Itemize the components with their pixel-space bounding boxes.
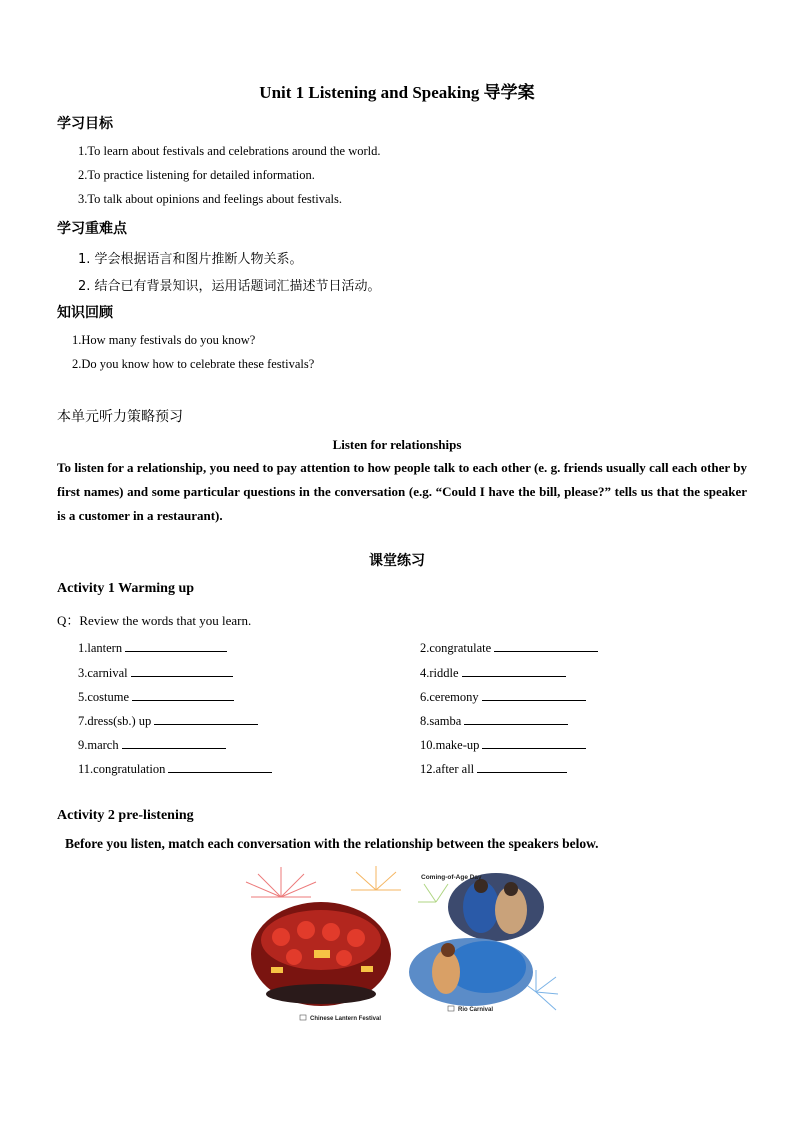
answer-blank[interactable] — [154, 712, 258, 725]
answer-blank[interactable] — [125, 639, 227, 652]
coming-of-age-label: Coming-of-Age Day — [421, 874, 482, 881]
word-item: 2.congratulate — [420, 639, 598, 656]
strategy-subtitle: Listen for relationships — [332, 437, 462, 452]
answer-blank[interactable] — [168, 760, 272, 773]
answer-blank[interactable] — [482, 688, 586, 701]
activity1-heading: Activity 1 Warming up — [57, 581, 195, 596]
strategy-paragraph: To listen for a relationship, you need to pay attention to how people talk to each other (e. g. friends usually call each other by first names) and some particular questions in the conversation (e.g. “Could I have the bill, please?” tells us that the speaker is a customer in a restaurant). — [57, 460, 747, 523]
word-item: 12.after all — [420, 760, 567, 777]
word-item: 5.costume — [78, 688, 234, 705]
word-item: 3.carnival — [78, 664, 233, 681]
word-item: 6.ceremony — [420, 688, 586, 705]
review-heading: 知识回顾 — [57, 305, 113, 321]
lantern-label: Chinese Lantern Festival — [310, 1016, 382, 1022]
objective-item: 1.To learn about festivals and celebrations around the world. — [78, 144, 381, 158]
word-item: 7.dress(sb.) up — [78, 712, 258, 729]
objective-item: 3.To talk about opinions and feelings about festivals. — [78, 192, 343, 206]
answer-blank[interactable] — [462, 664, 566, 677]
difficulty-item: 1. 学会根据语言和图片推断人物关系。 — [78, 252, 303, 267]
objectives-heading: 学习目标 — [57, 116, 113, 132]
activity2-heading: Activity 2 pre-listening — [57, 808, 194, 823]
review-item: 1.How many festivals do you know? — [72, 333, 256, 347]
activity2-instruction: Before you listen, match each conversation with the relationship between the speakers below. — [65, 836, 599, 851]
answer-blank[interactable] — [122, 736, 226, 749]
answer-blank[interactable] — [131, 664, 233, 677]
difficulties-heading: 学习重难点 — [57, 221, 127, 237]
festival-collage — [226, 862, 559, 1023]
word-item: 9.march — [78, 736, 226, 753]
answer-blank[interactable] — [132, 688, 234, 701]
answer-blank[interactable] — [464, 712, 568, 725]
answer-blank[interactable] — [482, 736, 586, 749]
objective-item: 2.To practice listening for detailed information. — [78, 168, 315, 182]
strategy-heading: 本单元听力策略预习 — [57, 409, 183, 425]
difficulty-item: 2. 结合已有背景知识，运用话题词汇描述节日活动。 — [78, 279, 381, 294]
word-item: 10.make-up — [420, 736, 586, 753]
activity1-question: Q：Review the words that you learn. — [57, 613, 252, 628]
answer-blank[interactable] — [494, 639, 598, 652]
review-item: 2.Do you know how to celebrate these festivals? — [72, 357, 315, 371]
word-item: 4.riddle — [420, 664, 566, 681]
word-item: 1.lantern — [78, 639, 227, 656]
word-item: 8.samba — [420, 712, 568, 729]
answer-blank[interactable] — [477, 760, 567, 773]
page-title: Unit 1 Listening and Speaking 导学案 — [259, 83, 535, 102]
rio-label: Rio Carnival — [458, 1007, 494, 1013]
practice-heading: 课堂练习 — [369, 553, 425, 569]
word-item: 11.congratulation — [78, 760, 272, 777]
